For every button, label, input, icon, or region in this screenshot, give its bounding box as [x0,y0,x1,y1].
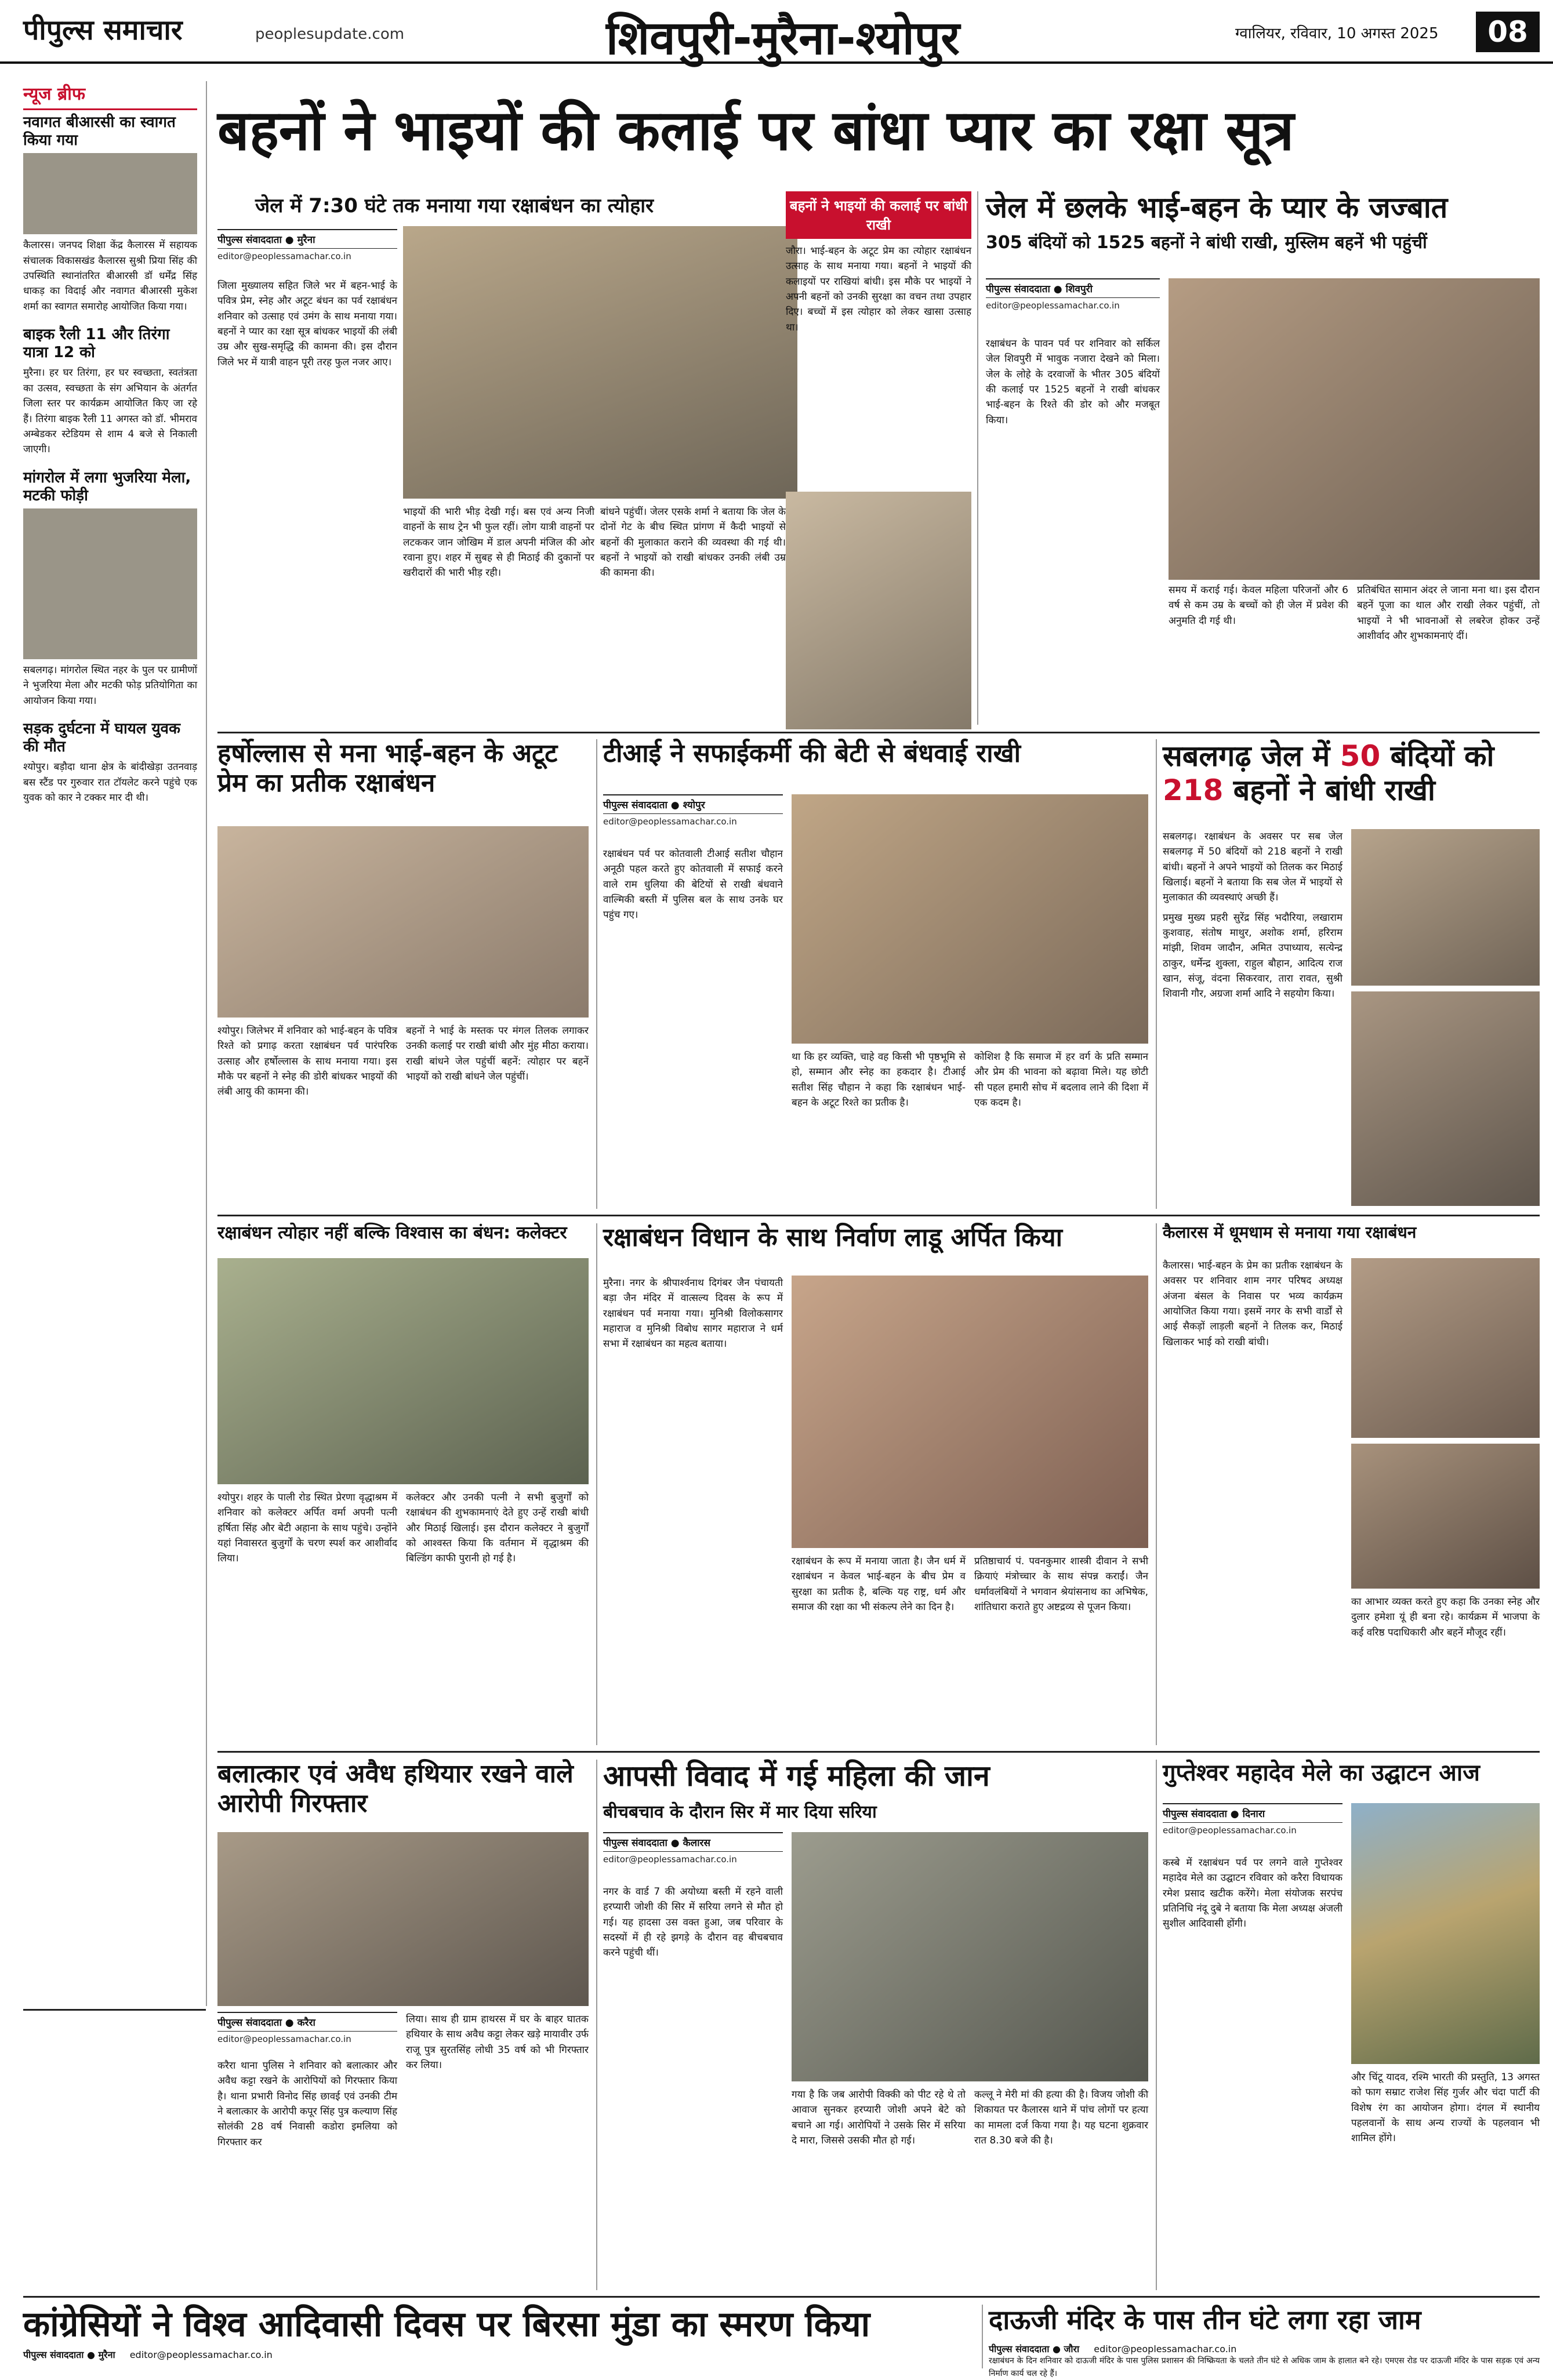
brief-item-head: सड़क दुर्घटना में घायल युवक की मौत [23,720,180,756]
section-divider [23,2296,1540,2298]
harsh-body1: श्योपुर। जिलेभर में शनिवार को भाई-बहन के पवित्र रिश्ते को प्रगाढ़ करता रक्षाबंधन पर्व पारंपरिक उत्साह और हर्षोल्लास के साथ मनाया गया। इस मौके पर बहनों ने स्नेह की डोरी बांधकर भाइयों की लंबी आयु की कामना की। [217,1025,397,1098]
brief-photo [23,508,197,659]
lead-headline: बहनों ने भाइयों की कलाई पर बांधा प्यार का रक्षा सूत्र [217,98,1294,163]
birsa-byline-box [23,2348,974,2371]
arrest-photo [217,1832,589,2006]
fair-photo [1351,1803,1540,2064]
arrest-body1: करैरा थाना पुलिस ने शनिवार को बलात्कार और अवैध कट्टा रखने के आरोपियों को गिरफ्तार किया है। थाना प्रभारी विनोद सिंह छावई एवं उनकी टीम ने बलात्कार के आरोपी कपूर सिंह पुत्र कल्याण सिंह सोलंकी 28 वर्ष निवासी कडोरा इमलिया को गिरफ्तार कर [217,2060,397,2148]
woman-story [603,1760,1148,1823]
ti-photo [792,794,1148,1044]
ti-story [603,739,1148,769]
collector-story [217,1223,589,1244]
column-divider [1156,739,1157,1209]
arrest-byline-box [217,2012,397,2044]
fair-headline: गुप्तेश्वर महादेव मेले का उद्घाटन आज [1163,1760,1480,1786]
kailaras-headline: कैलारस में धूमधाम से मनाया गया रक्षाबंधन [1163,1223,1417,1242]
collector-headline: रक्षाबंधन त्योहार नहीं बल्कि विश्वास का बंधन: कलेक्टर [217,1223,567,1243]
email-link[interactable]: editor@peoplessamachar.co.in [1163,1825,1297,1836]
jain-body1: मुरैना। नगर के श्रीपार्श्वनाथ दिगंबर जैन पंचायती बड़ा जैन मंदिर में वात्सल्य दिवस के रूप में रक्षाबंधन पर्व मनाया गया। मुनिश्री विलोकसागर महाराज व मुनिश्री विबोध सागर महाराज ने धर्म सभा में रक्षाबंधन का महत्व बताया। [603,1277,783,1350]
byline: पीपुल्स संवाददाता ● करैरा [217,2012,397,2032]
lead-subhead: जेल में 7:30 घंटे तक मनाया गया रक्षाबंधन का त्योहार [255,194,654,217]
ti-body3: कोशिश है कि समाज में हर वर्ग के प्रति सम्मान और प्रेम की भावना को बढ़ावा मिले। यह छोटी सी पहल हमारी सोच में बदलाव लाने की दिशा में एक कदम है। [974,1051,1148,1109]
brief-item-body: मुरैना। हर घर तिरंगा, हर घर स्वच्छता, स्वतंत्रता का उत्सव, स्वच्छता के संग अभियान के अंतर्गत जिला स्तर पर कार्यक्रम आयोजित किए जा रहे हैं। तिरंगा बाइक रैली 11 अगस्त को डॉ. भीमराव अम्बेडकर स्टेडियम से शाम 4 बजे से निकाली जाएगी। [23,367,197,456]
sabal-body [1163,829,1342,1209]
collector-body2: कलेक्टर और उनकी पत्नी ने सभी बुजुर्गों को रक्षाबंधन की शुभकामनाएं देते हुए उन्हें राखी बांधी और मिठाई खिलाई। इस दौरान कलेक्टर ने बुजुर्गों को आश्वस्त किया कि वर्तमान में वृद्धाश्रम की बिल्डिंग काफी पुरानी हो गई है। [406,1492,589,1565]
column-divider [206,81,207,2006]
column-divider [1156,1760,1157,2290]
kailaras-photo1 [1351,1258,1540,1438]
ti-body2: था कि हर व्यक्ति, चाहे वह किसी भी पृष्ठभूमि से हो, सम्मान और स्नेह का हकदार है। टीआई सतीश सिंह चौहान ने कहा कि रक्षाबंधन भाई-बहन के अटूट रिश्ते का प्रतीक है। [792,1051,966,1109]
section-title: शिवपुरी-मुरैना-श्योपुर [606,11,960,65]
email-link[interactable]: editor@peoplessamachar.co.in [603,1854,737,1865]
birsa-headline: कांग्रेसियों ने विश्व आदिवासी दिवस पर बिरसा मुंडा का स्मरण किया [23,2304,870,2345]
sister-count: 218 [1163,773,1224,807]
email-link[interactable]: editor@peoplessamachar.co.in [217,2034,351,2044]
byline: पीपुल्स संवाददाता ● श्योपुर [603,794,783,814]
arrest-story [217,1760,589,1818]
woman-subhead: बीचबचाव के दौरान सिर में मार दिया सरिया [603,1801,877,1822]
lead-byline-box [217,229,397,261]
brief-item-head: नवागत बीआरसी का स्वागत किया गया [23,114,176,150]
shivpuri-story [986,191,1543,253]
harsh-photo [217,826,589,1018]
harsh-headline: हर्षोल्लास से मना भाई-बहन के अटूट प्रेम का प्रतीक रक्षाबंधन [217,739,558,798]
collector-body1: श्योपुर। शहर के पाली रोड स्थित प्रेरणा वृद्धाश्रम में शनिवार को कलेक्टर अर्पित वर्मा अपनी पत्नी हर्षिता सिंह और बेटी अहाना के साथ पहुंचे। उन्होंने यहां निवासरत बुजुर्गों के चरण स्पर्श कर आशीर्वाद लिया। [217,1492,397,1565]
jain-caption2: प्रतिष्ठाचार्य पं. पवनकुमार शास्त्री दीवान ने सभी क्रियाएं मंत्रोच्चार के साथ संपन्न कराईं। जैन धर्मावलंबियों ने भगवान श्रेयांसनाथ का अभिषेक, शांतिधारा कराते हुए अष्टद्रव्य से पूजन किया। [974,1556,1148,1614]
email-link[interactable]: editor@peoplessamachar.co.in [603,816,737,827]
byline: पीपुल्स संवाददाता ● शिवपुरी [986,278,1160,298]
section-divider [217,1215,1540,1216]
sidebar-body: जौरा। भाई-बहन के अटूट प्रेम का त्योहार रक्षाबंधन उत्साह के साथ मनाया गया। बहनों ने भाइयों की कलाइयों पर राखियां बांधी। इस मौके पर भाइयों ने अपनी बहनों को उनकी सुरक्षा का वचन तथा उपहार दिए। बच्चों में इस त्योहार को लेकर खासा उत्साह था। [786,245,971,333]
shivpuri-photo [1169,278,1540,580]
shivpuri-byline-box [986,278,1160,311]
harsh-body2: बहनों ने भाई के मस्तक पर मंगल तिलक लगाकर उनकी कलाई पर राखी बांधी और मुंह मीठा कराया। राखी बांधने जेल पहुंचीं बहनें: त्योहार पर बहनें भाइयों को राखी बांधने जेल पहुंचीं। [406,1025,589,1083]
jain-story [603,1223,1148,1253]
arrest-headline: बलात्कार एवं अवैध हथियार रखने वाले आरोपी गिरफ्तार [217,1759,574,1818]
masthead [0,0,1553,64]
kailaras-story [1163,1223,1540,1242]
email-link[interactable]: editor@peoplessamachar.co.in [1094,2343,1237,2354]
brief-label: न्यूज ब्रीफ [23,81,197,110]
brief-photo [23,153,197,234]
collector-photo [217,1258,589,1484]
jain-headline: रक्षाबंधन विधान के साथ निर्वाण लाडू अर्पित किया [603,1223,1062,1252]
column-divider [596,739,597,1209]
jam-byline-box [989,2342,1540,2378]
brief-item-body: कैलारस। जनपद शिक्षा केंद्र कैलारस में सहायक संचालक विकासखंड कैलारस सुश्री प्रिया सिंह की उपस्थिति स्थानांतरित बीआरसी डॉ धर्मेंद्र सिंह धाकड़ का विदाई और नवागत बीआरसी मुकेश शर्मा का स्वागत समारोह आयोजित किया गया। [23,239,197,313]
column-divider [977,191,978,725]
column-divider [1156,1223,1157,1745]
lead-col1: जिला मुख्यालय सहित जिले भर में बहन-भाई के पवित्र प्रेम, स्नेह और अटूट बंधन का पर्व रक्षाबंधन शनिवार को उत्साह एवं उमंग के साथ मनाया गया। बहनों ने प्यार का रक्षा सूत्र बांधकर भाइयों की लंबी उम्र और सुख-समृद्धि की कामना की। इस दौरान जिले भर में यात्री वाहन पूरी तरह फुल नजर आए। [217,280,397,368]
fair-byline-box [1163,1803,1342,1836]
column-divider [596,1760,597,2290]
newspaper-logo[interactable]: पीपुल्स समाचार [23,14,183,46]
brief-item-head: बाइक रैली 11 और तिरंगा यात्रा 12 को [23,326,170,362]
shivpuri-subhead: 305 बंदियों को 1525 बहनों ने बांधी राखी, मुस्लिम बहनें भी पहुंचीं [986,232,1427,253]
jam-body1: रक्षाबंधन के दिन शनिवार को दाऊजी मंदिर के पास पुलिस प्रशासन की निष्क्रियता के चलते तीन घंटे से अधिक जाम के हालात बने रहे। एमएस रोड पर दाऊजी मंदिर के पास सड़क एवं अन्य निर्माण कार्य चल रहे हैं। [989,2356,1540,2378]
jam-headline: दाऊजी मंदिर के पास तीन घंटे लगा रहा जाम [989,2304,1421,2335]
jain-photo [792,1276,1148,1548]
brief-item-body: श्योपुर। बड़ौदा थाना क्षेत्र के बांदीखेड़ा उतनवाड़ बस स्टैंड पर गुरुवार रात टॉयलेट करने पहुंचे एक युवक को कार ने टक्कर मार दी थी। [23,761,197,804]
prisoner-count: 50 [1340,739,1381,773]
email-link[interactable]: editor@peoplessamachar.co.in [129,2349,273,2360]
shivpuri-caption2: प्रतिबंधित सामान अंदर ले जाना मना था। इस दौरान बहनें पूजा का थाल और राखी लेकर पहुंचीं, तो भाइयों ने भी भावनाओं से लबरेज होकर उन्हें आशीर्वाद और शुभकामनाएं दीं। [1357,584,1540,642]
fair-body2: और चिंटू यादव, रश्मि भारती की प्रस्तुति, 13 अगस्त को फाग सम्राट राजेश सिंह गुर्जर और चंदा पार्टी की विशेष रंग का आयोजन होगा। दंगल में स्थानीय पहलवानों के साथ अन्य राज्यों के पहलवान भी शामिल होंगे। [1351,2072,1540,2145]
column-divider [982,2305,983,2368]
column-divider [596,1223,597,1745]
ti-body: रक्षाबंधन पर्व पर कोतवाली टीआई सतीश चौहान अनूठी पहल करते हुए कोतवाली में सफाई करने वाले राम धुलिया की बेटियों से राखी बंधवाने वाल्मिकी बस्ती में पुलिस बल के साथ उनके घर पहुंच गए। [603,848,783,921]
brief-item-head: मांगरोल में लगा भुजरिया मेला, मटकी फोड़ी [23,468,191,504]
ti-byline-box [603,794,783,827]
woman-body2: गया है कि जब आरोपी विक्की को पीट रहे थे तो आवाज सुनकर हरप्यारी जोशी अपने बेटे को बचाने आ गई। आरोपियों ने उसके सिर में सरिया दे मारा, जिससे उसकी मौत हो गई। [792,2089,966,2147]
section-divider [217,1751,1540,1753]
sabal-headline: सबलगढ़ जेल में 50 बंदियों को 218 बहनों ने बांधी राखी [1163,739,1494,807]
brief-item-body: सबलगढ़। मांगरोल स्थित नहर के पुल पर ग्रामीणों ने भुजरिया मेला और मटकी फोड़ प्रतियोगिता का आयोजन किया गया। [23,664,197,707]
ti-headline: टीआई ने सफाईकर्मी की बेटी से बंधवाई राखी [603,739,1021,768]
sabal-body-text: सबलगढ़। रक्षाबंधन के अवसर पर सब जेल सबलगढ़ में 50 बंदियों को 218 बहनों ने राखी बांधी। बहनों ने अपने भाइयों को तिलक कर मिठाई खिलाई। बहनों ने बताया कि सब जेल में भाइयों से मुलाकात की व्यवस्थाएं अच्छी हैं। [1163,831,1342,904]
sidebar-photo [786,492,971,729]
lead-photo [403,226,797,499]
email-link[interactable]: editor@peoplessamachar.co.in [217,251,351,261]
section-divider [23,2009,206,2011]
shivpuri-headline: जेल में छलके भाई-बहन के प्यार के जज्बात [986,191,1448,224]
fair-story [1163,1760,1540,1786]
kailaras-photo2 [1351,1444,1540,1589]
byline: पीपुल्स संवाददाता ● मुरैना [217,229,397,249]
byline: पीपुल्स संवाददाता ● दिनारा [1163,1803,1342,1823]
fair-body1: कस्बे में रक्षाबंधन पर्व पर लगने वाले गुप्तेश्वर महादेव मेले का उद्घाटन रविवार को करैरा विधायक रमेश प्रसाद खटीक करेंगे। मेला संयोजक सरपंच प्रतिनिधि नंदू दुबे ने बताया कि मेला अध्यक्ष अंजली सुशील आदिवासी होंगी। [1163,1857,1342,1930]
sabal-names: प्रमुख मुख्य प्रहरी सुरेंद्र सिंह भदौरिया, लखाराम कुशवाह, संतोष माथुर, अशोक शर्मा, हरिराम मांझी, शिवम जादौन, अमित उपाध्याय, सत्येन्द्र ठाकुर, धर्मेन्द्र शुक्ला, राहुल बौहान, आदित्य राज खान, संजू, वंदना सिकरवार, तारा रावत, सुश्री शिवानी गौर, अग्रजा शर्मा आदि ने सहयोग किया। [1163,911,1342,1000]
section-divider [217,732,1540,733]
woman-photo [792,1832,1148,2081]
byline: पीपुल्स संवाददाता ● कैलारस [603,1832,783,1852]
woman-body1: नगर के वार्ड 7 की अयोध्या बस्ती में रहने वाली हरप्यारी जोशी की सिर में सरिया लगने से मौत हो गई। यह हादसा उस वक्त हुआ, जब परिवार के सदस्यों में ही रहे झगड़े के दौरान वह बीचबचाव करने पहुंची थीं। [603,1886,783,1959]
jain-caption: रक्षाबंधन के रूप में मनाया जाता है। जैन धर्म में रक्षाबंधन न केवल भाई-बहन के बीच प्रेम व सुरक्षा का प्रतीक है, बल्कि यह राष्ट्र, धर्म और समाज की रक्षा का भी संकल्प लेने का दिन है। [792,1556,966,1614]
byline: पीपुल्स संवाददाता ● जौरा [989,2343,1080,2354]
shivpuri-caption1: समय में कराई गई। केवल महिला परिजनों और 6 वर्ष से कम उम्र के बच्चों को ही जेल में प्रवेश की अनुमति दी गई थी। [1169,584,1348,627]
sidebar-box [786,191,971,729]
news-brief-column [23,81,197,2006]
arrest-body2: लिया। साथ ही ग्राम हाथरस में घर के बाहर घातक हथियार के साथ अवैध कट्टा लेकर खड़े मायावीर उर्फ राजू पुत्र सुरतसिंह लोधी 35 वर्ष को भी गिरफ्तार कर लिया। [406,2014,589,2072]
sabal-photo1 [1351,829,1540,986]
email-link[interactable]: editor@peoplessamachar.co.in [986,300,1120,311]
harsh-story [217,739,589,798]
birsa-story [23,2305,974,2345]
woman-body3: कल्लू ने मेरी मां की हत्या की है। विजय जोशी की शिकायत पर कैलारस थाने में पांच लोगों पर हत्या का मामला दर्ज किया गया है। यह घटना शुक्रवार रात 8.30 बजे की है। [974,2089,1148,2147]
shivpuri-body: रक्षाबंधन के पावन पर्व पर शनिवार को सर्किल जेल शिवपुरी में भावुक नजारा देखने को मिला। जेल के लोहे के दरवाजों के भीतर 305 बंदियों की कलाई पर 1525 बहनों ने राखी बांधकर भाई-बहन के रिश्ते की डोर को और मजबूत किया। [986,338,1160,426]
sidebar-tag: बहनों ने भाइयों की कलाई पर बांधी राखी [786,191,971,239]
woman-headline: आपसी विवाद में गई महिला की जान [603,1759,990,1793]
kailaras-body: कैलारस। भाई-बहन के प्रेम का प्रतीक रक्षाबंधन के अवसर पर शनिवार शाम नगर परिषद अध्यक्ष अंजना बंसल के निवास पर भव्य कार्यक्रम आयोजित किया गया। इसमें नगर के सभी वार्डों से आई सैकड़ों लाड़ली बहनों ने तिलक कर, मिठाई खिलाकर भाई को राखी बांधी। [1163,1260,1342,1348]
lead-col3: बांधने पहुंचीं। जेलर एसके शर्मा ने बताया कि जेल के दोनों गेट के बीच स्थित प्रांगण में कैदी भाइयों से बहनों की मुलाकात कराने की व्यवस्था की गई थी। बहनों ने भाइयों को राखी बांधकर उनकी लंबी उम्र की कामना की। [600,506,786,579]
sabal-photo2 [1351,991,1540,1206]
byline: पीपुल्स संवाददाता ● मुरैना [23,2349,115,2360]
kailaras-caption: का आभार व्यक्त करते हुए कहा कि उनका स्नेह और दुलार हमेशा यूं ही बना रहे। कार्यक्रम में भाजपा के कई वरिष्ठ पदाधिकारी और बहनें मौजूद रहीं। [1351,1596,1540,1638]
lead-col2: भाइयों की भारी भीड़ देखी गई। बस एवं अन्य निजी वाहनों के साथ ट्रेन भी फुल रहीं। लोग यात्री वाहनों पर लटककर जान जोखिम में डाल अपनी मंजिल की ओर रवाना हुए। शहर में सुबह से ही मिठाई की दुकानों पर खरीदारों की भारी भीड़ रही। [403,506,594,579]
dateline: ग्वालियर, रविवार, 10 अगस्त 2025 [1235,25,1439,42]
jam-story [989,2305,1540,2335]
site-url[interactable]: peoplesupdate.com [255,26,405,43]
page-number: 08 [1476,12,1540,52]
woman-byline-box [603,1832,783,1865]
